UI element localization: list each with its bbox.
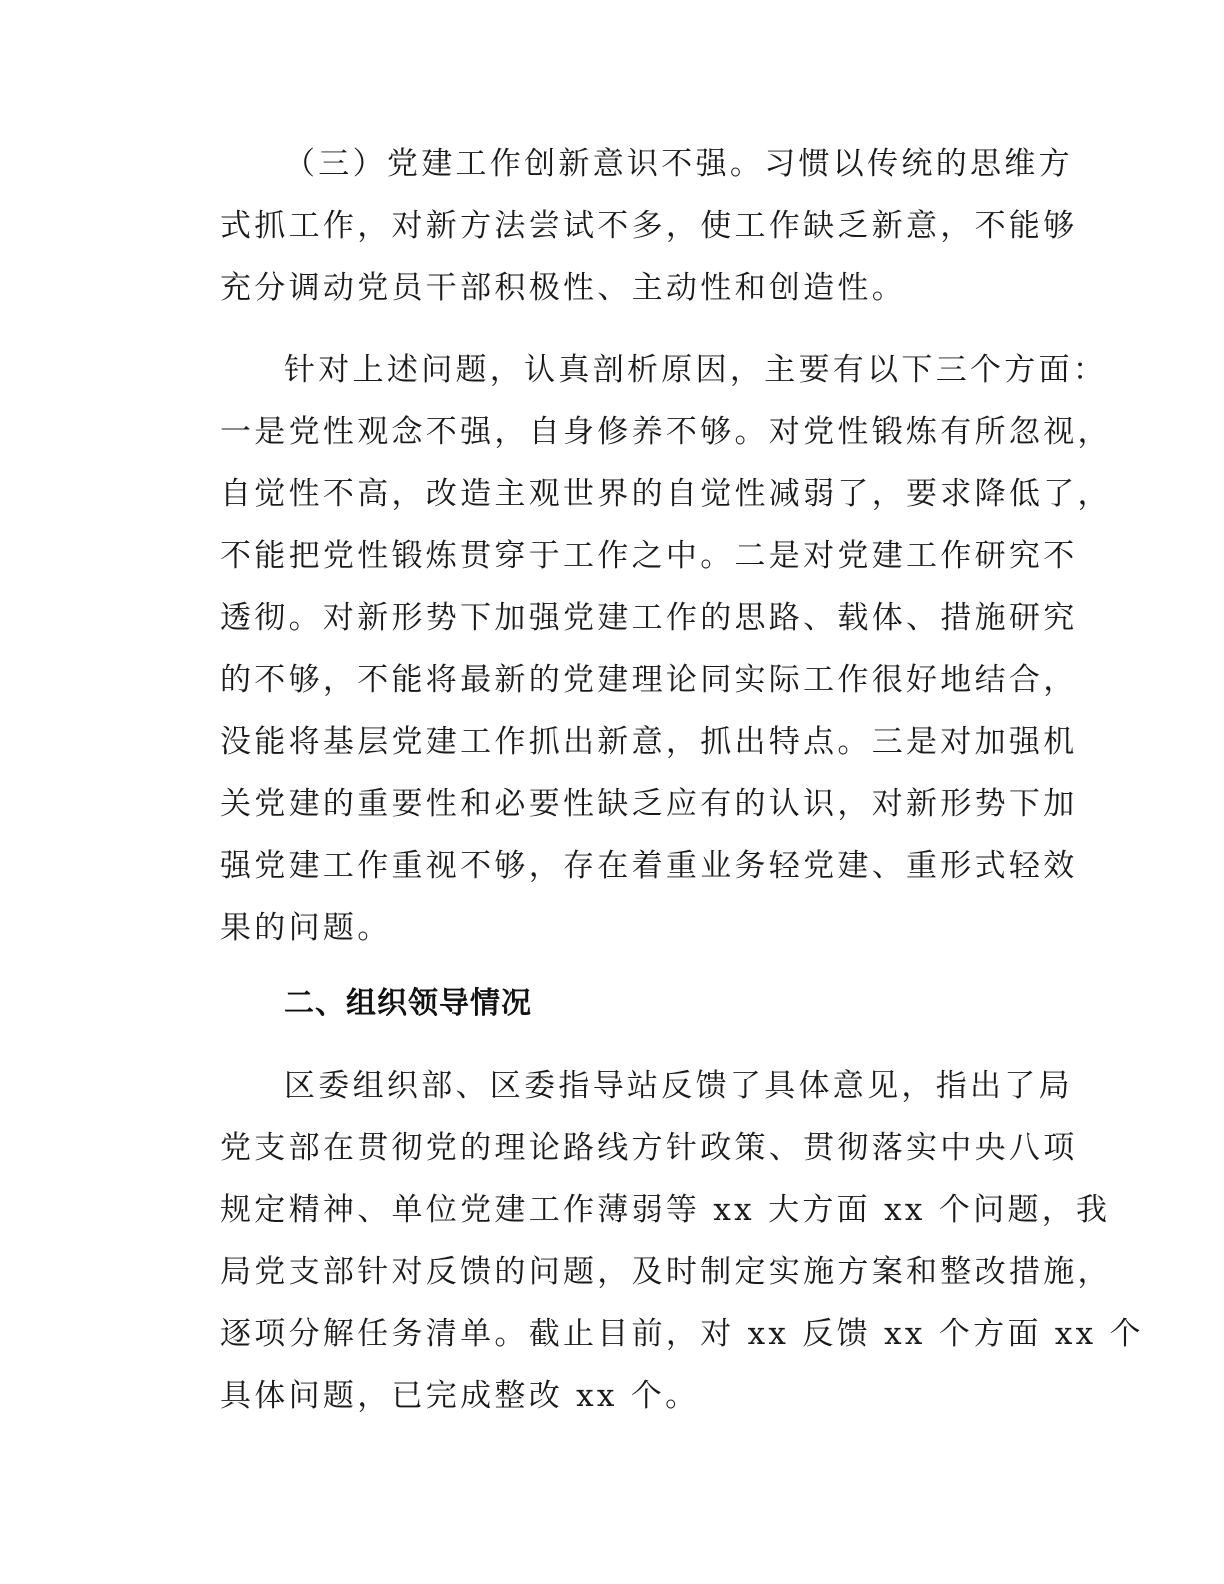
paragraph-line: 强党建工作重视不够，存在着重业务轻党建、重形式轻效 (220, 848, 1078, 884)
paragraph-cause-analysis (220, 339, 1112, 959)
section-heading-block (220, 973, 1020, 1035)
paragraph-line: 果的问题。 (220, 910, 392, 946)
paragraph-line: 关党建的重要性和必要性缺乏应有的认识，对新形势下加 (220, 786, 1078, 822)
paragraph-line: 局党支部针对反馈的问题，及时制定实施方案和整改措施， (220, 1254, 1112, 1290)
paragraph-line: 党支部在贯彻党的理论路线方针政策、贯彻落实中央八项 (220, 1130, 1078, 1166)
paragraph-line: 区委组织部、区委指导站反馈了具体意见，指出了局 (284, 1068, 1073, 1104)
paragraph-line: 一是党性观念不强，自身修养不够。对党性锻炼有所忽视， (220, 414, 1112, 450)
paragraph-line: 式抓工作，对新方法尝试不多，使工作缺乏新意，不能够 (220, 208, 1078, 244)
paragraph-line: 透彻。对新形势下加强党建工作的思路、载体、措施研究 (220, 600, 1078, 636)
paragraph-line: （三）党建工作创新意识不强。习惯以传统的思维方 (284, 146, 1073, 182)
paragraph-line: 自觉性不高，改造主观世界的自觉性减弱了，要求降低了， (220, 476, 1112, 512)
paragraph-line: 的不够，不能将最新的党建理论同实际工作很好地结合， (220, 662, 1078, 698)
paragraph-organization-leadership (220, 1055, 1144, 1427)
paragraph-innovation-awareness (220, 133, 1078, 319)
paragraph-line: 具体问题，已完成整改 xx 个。 (220, 1378, 700, 1414)
paragraph-line: 针对上述问题，认真剖析原因，主要有以下三个方面： (284, 352, 1108, 388)
paragraph-line: 充分调动党员干部积极性、主动性和创造性。 (220, 270, 906, 306)
paragraph-line: 逐项分解任务清单。截止目前，对 xx 反馈 xx 个方面 xx 个 (220, 1316, 1144, 1352)
section-heading: 二、组织领导情况 (284, 986, 532, 1021)
paragraph-line: 不能把党性锻炼贯穿于工作之中。二是对党建工作研究不 (220, 538, 1078, 574)
paragraph-line: 规定精神、单位党建工作薄弱等 xx 大方面 xx 个问题，我 (220, 1192, 1111, 1228)
paragraph-line: 没能将基层党建工作抓出新意，抓出特点。三是对加强机 (220, 724, 1078, 760)
